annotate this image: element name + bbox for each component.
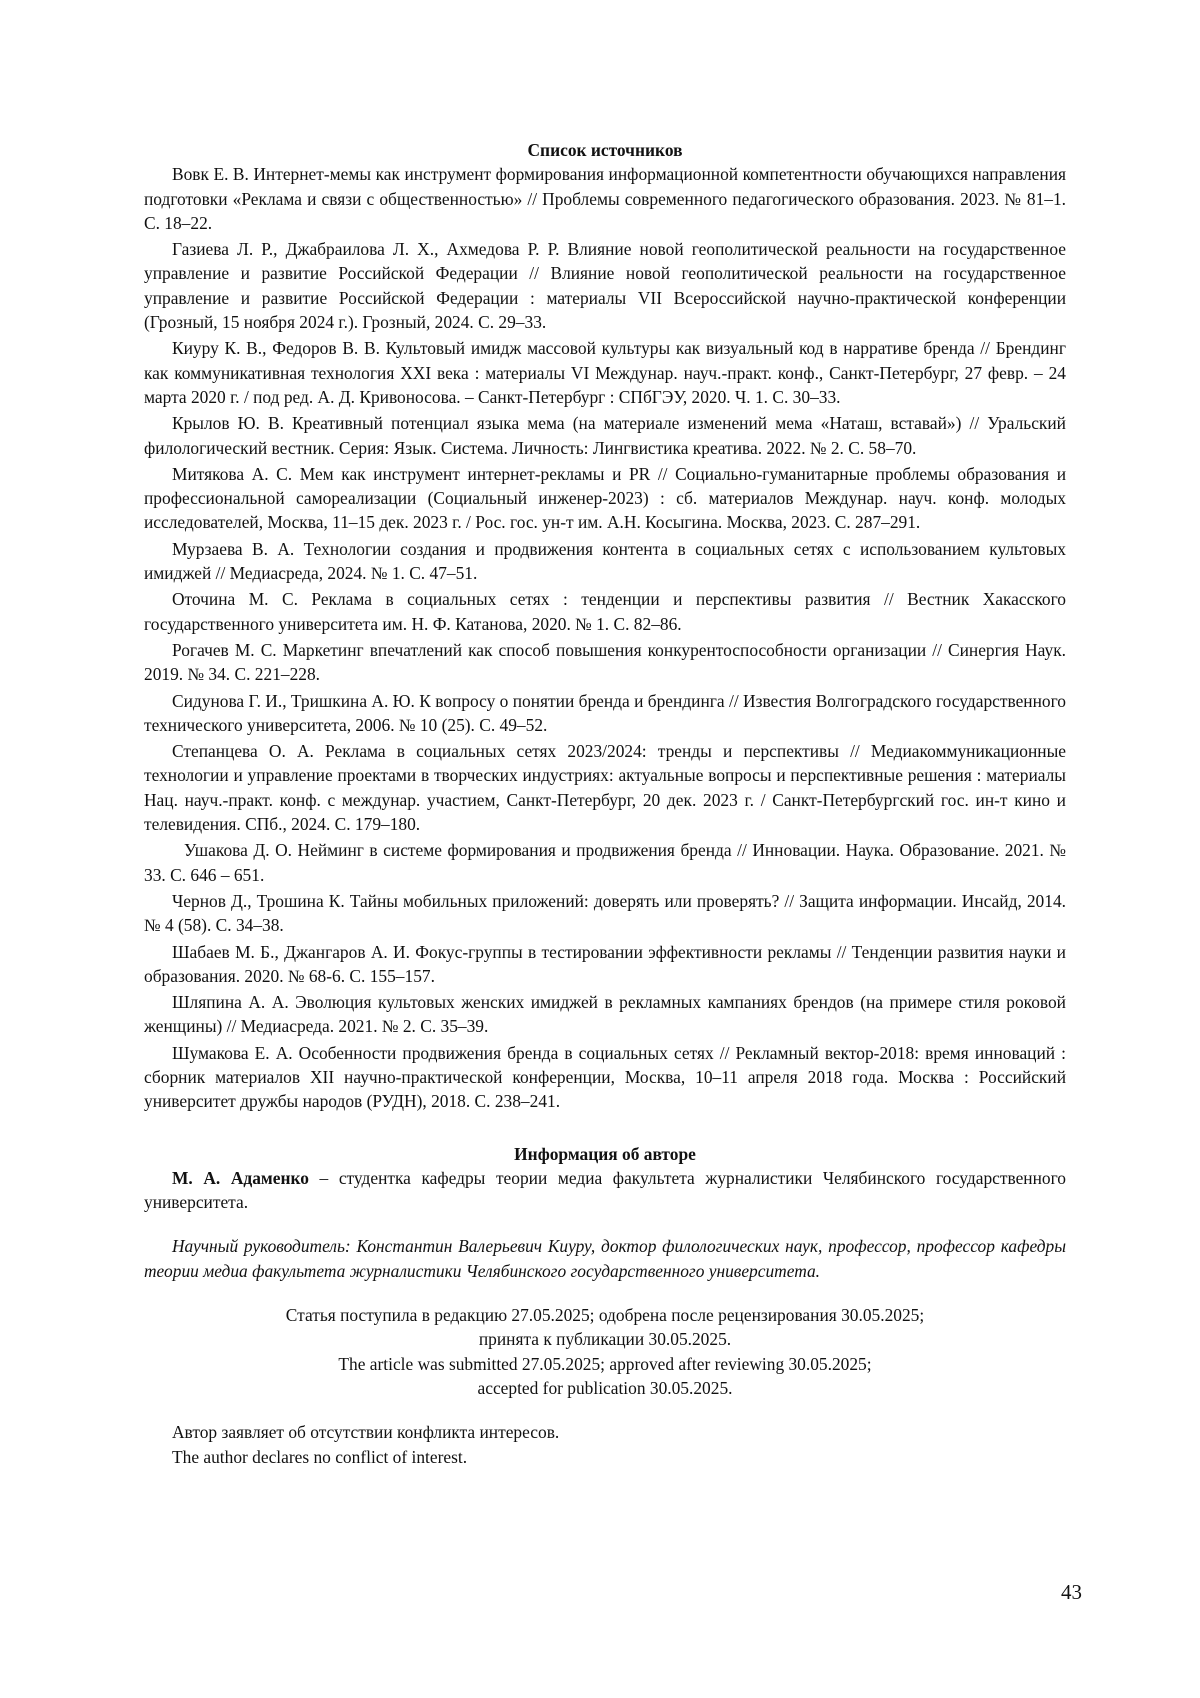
- reference-item: Чернов Д., Трошина К. Тайны мобильных приложений: доверять или проверять? // Защита информации. Инсайд, 2014. № 4 (58). С. 34–38.: [144, 890, 1066, 936]
- reference-item: Газиева Л. Р., Джабраилова Л. Х., Ахмедова Р. Р. Влияние новой геополитической реальности на государственное управление и развитие Российской Федерации // Влияние новой геополитической реальности на государственное управление и развитие Российской Федерации : материалы VII Всероссийской научно-практической конференции (Грозный, 15 ноября 2024 г.). Грозный, 2024. С. 29–33.: [144, 239, 1066, 333]
- reference-item: Киуру К. В., Федоров В. В. Культовый имидж массовой культуры как визуальный код в нарративе бренда // Брендинг как коммуникативная технология XXI века : материалы VI Междунар. науч.-практ. конф., Санкт-Петербург, 27 февр. – 24 марта 2020 г. / под ред. А. Д. Кривоносова. – Санкт-Петербург : СПбГЭУ, 2020. Ч. 1. С. 30–33.: [144, 338, 1066, 407]
- reference-item: Мурзаева В. А. Технологии создания и продвижения контента в социальных сетях с использованием культовых имиджей // Медиасреда, 2024. № 1. С. 47–51.: [144, 538, 1066, 584]
- reference-item: Оточина М. С. Реклама в социальных сетях : тенденции и перспективы развития // Вестник Хакасского государственного университета им. Н. Ф. Катанова, 2020. № 1. С. 82–86.: [144, 589, 1066, 634]
- conflict-statement: [144, 1420, 1066, 1469]
- dates-ru-line2: принята к публикации 30.05.2025.: [478, 1329, 732, 1350]
- dates-en-line2: accepted for publication 30.05.2025.: [477, 1377, 733, 1398]
- reference-item: Ушакова Д. О. Нейминг в системе формирования и продвижения бренда // Инновации. Наука. Образование. 2021. № 33. С. 646 – 651.: [144, 840, 1066, 885]
- scientific-advisor: Научный руководитель: Константин Валерьевич Киуру, доктор филологических наук, профессор, профессор кафедры теории медиа факультета журналистики Челябинского государственного университета.: [144, 1236, 1066, 1281]
- dates-en-line1: The article was submitted 27.05.2025; approved after reviewing 30.05.2025;: [338, 1353, 872, 1374]
- conflict-ru: Автор заявляет об отсутствии конфликта интересов.: [172, 1422, 560, 1443]
- references-heading: Список источников: [527, 140, 683, 160]
- dates-ru-line1: Статья поступила в редакцию 27.05.2025; одобрена после рецензирования 30.05.2025;: [285, 1305, 925, 1326]
- conflict-en: The author declares no conflict of interest.: [172, 1446, 468, 1467]
- reference-item: Шляпина А. А. Эволюция культовых женских имиджей в рекламных кампаниях брендов (на примере стиля роковой женщины) // Медиасреда. 2021. № 2. С. 35–39.: [144, 992, 1066, 1037]
- reference-item: Шабаев М. Б., Джангаров А. И. Фокус-группы в тестировании эффективности рекламы // Тенденции развития науки и образования. 2020. № 68-6. С. 155–157.: [144, 941, 1066, 986]
- page-number: 43: [1061, 1580, 1082, 1604]
- reference-item: Шумакова Е. А. Особенности продвижения бренда в социальных сетях // Рекламный вектор-2018: время инноваций : сборник материалов XII научно-практической конференции, Москва, 10–11 апреля 2018 года. Москва : Российский университет дружбы народов (РУДН), 2018. С. 238–241.: [144, 1042, 1066, 1112]
- reference-item: Рогачев М. С. Маркетинг впечатлений как способ повышения конкурентоспособности организации // Синергия Наук. 2019. № 34. С. 221–228.: [144, 639, 1066, 685]
- reference-item: Митякова А. С. Мем как инструмент интернет-рекламы и PR // Социально-гуманитарные проблемы образования и профессиональной самореализации (Социальный инженер-2023) : сб. материалов Междунар. науч. конф. молодых исследователей, Москва, 11–15 дек. 2023 г. / Рос. гос. ун-т им. А.Н. Косыгина. Москва, 2023. С. 287–291.: [144, 463, 1066, 533]
- reference-item: Степанцева О. А. Реклама в социальных сетях 2023/2024: тренды и перспективы // Медиакоммуникационные технологии и управление проектами в творческих индустриях: актуальные вопросы и перспективные решения : материалы Нац. науч.-практ. конф. с междунар. участием, Санкт-Петербург, 20 дек. 2023 г. / Санкт-Петербургский гос. ин-т кино и телевидения. СПб., 2024. С. 179–180.: [144, 741, 1066, 835]
- section-spacer: [144, 1116, 1066, 1142]
- section-spacer: [144, 1283, 1066, 1303]
- author-info-heading: Информация об авторе: [514, 1143, 696, 1164]
- reference-item: Вовк Е. В. Интернет-мемы как инструмент формирования информационной компетентности обучающихся направления подготовки «Реклама и связи с общественностью» // Проблемы современного педагогического образования. 2023. № 81–1. С. 18–22.: [144, 164, 1066, 233]
- reference-item: Крылов Ю. В. Креативный потенциал языка мема (на материале изменений мема «Наташ, вставай») // Уральский филологический вестник. Серия: Язык. Система. Личность: Лингвистика креатива. 2022. № 2. С. 58–70.: [144, 413, 1066, 458]
- section-spacer: [144, 1400, 1066, 1420]
- author-description: – студентка кафедры теории медиа факультета журналистики Челябинского государственного университета.: [144, 1167, 1066, 1213]
- article-dates: [144, 1303, 1066, 1400]
- references-list: [144, 162, 1066, 1113]
- author-info-paragraph: [144, 1166, 1066, 1215]
- author-name: М. А. Адаменко: [172, 1167, 309, 1188]
- section-spacer: [144, 1214, 1066, 1234]
- reference-item: Сидунова Г. И., Тришкина А. Ю. К вопросу о понятии бренда и брендинга // Известия Волгоградского государственного технического университета, 2006. № 10 (25). С. 49–52.: [144, 690, 1066, 735]
- page-content: [144, 138, 1066, 1469]
